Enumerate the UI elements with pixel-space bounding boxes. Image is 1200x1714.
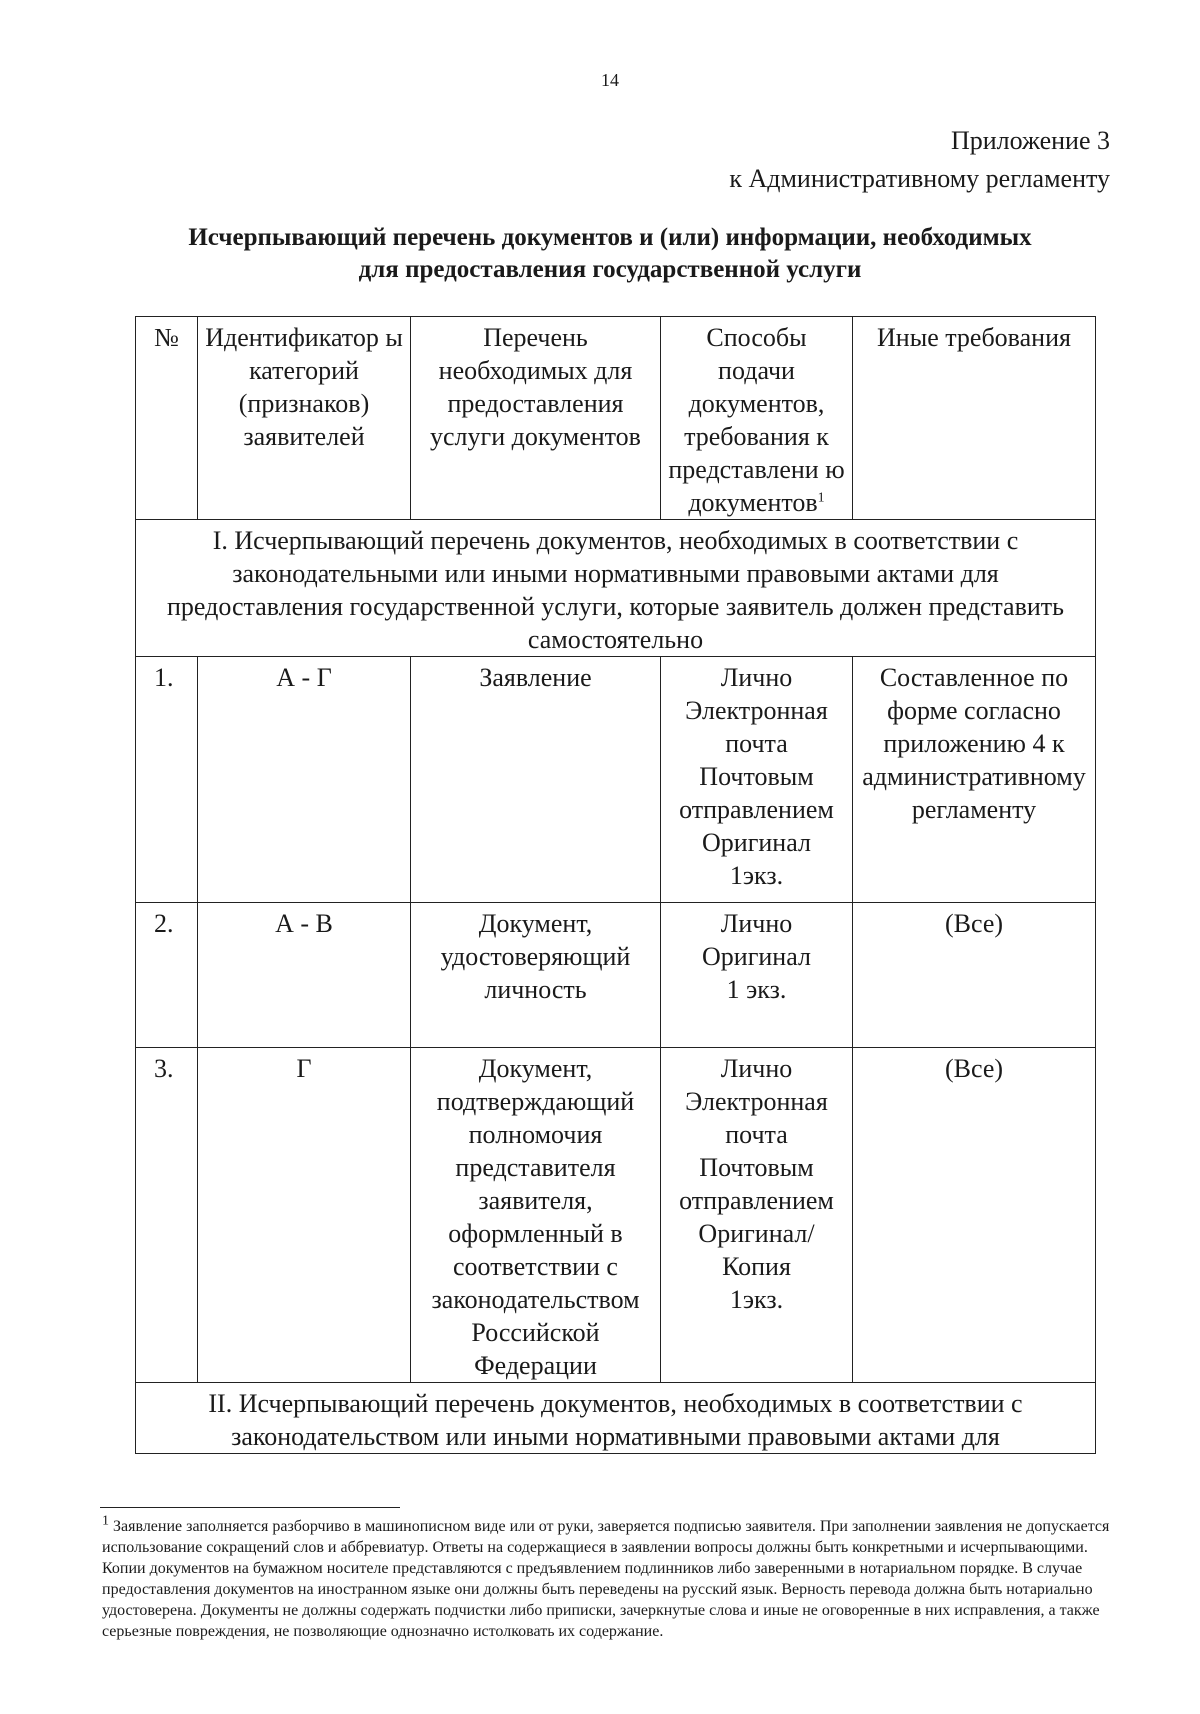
row-1-num: 1. — [136, 657, 198, 903]
section-row-1 — [136, 520, 1096, 657]
method-item: Лично — [720, 663, 793, 692]
header-methods-text: Способы подачи документов, требования к представлени ю документов — [668, 323, 845, 517]
row-3-identifiers: Г — [198, 1048, 411, 1383]
method-item: 1экз. — [729, 1285, 784, 1314]
row-2-document: Документ, удостоверяющий личность — [411, 903, 661, 1048]
document-title-line-1: Исчерпывающий перечень документов и (или) информации, необходимых — [188, 224, 1032, 251]
document-title-line-2: для предоставления государственной услуги — [358, 256, 862, 283]
row-1-identifiers: А - Г — [198, 657, 411, 903]
row-1-other: Составленное по форме согласно приложению 4 к административному регламенту — [853, 657, 1096, 903]
method-item: Почтовым отправлением — [679, 762, 834, 824]
appendix-heading — [729, 122, 1110, 198]
footnote-marker: 1 — [102, 1513, 109, 1529]
method-item: Лично — [720, 1054, 793, 1083]
footnote-ref: 1 — [817, 490, 825, 506]
row-1-methods — [661, 657, 853, 903]
method-item: Почтовым отправлением — [679, 1153, 834, 1215]
header-num: № — [136, 317, 198, 520]
section-2-title: II. Исчерпывающий перечень документов, необходимых в соответствии с законодательством или иными нормативными правовыми актами для — [136, 1383, 1096, 1454]
header-identifiers: Идентификатор ы категорий (признаков) заявителей — [198, 317, 411, 520]
row-2-methods — [661, 903, 853, 1048]
footnote-1-text: Заявление заполняется разборчиво в машинописном виде или от руки, заверяется подписью заявителя. При заполнении заявления не допускается использование сокращений слов и аббревиатур. Ответы на содержащиеся в заявлении вопросы должны быть конкретными и исчерпывающими. — [102, 1518, 1110, 1556]
method-item: Оригинал/Копия — [698, 1219, 815, 1281]
section-row-2 — [136, 1383, 1096, 1454]
row-3-methods — [661, 1048, 853, 1383]
section-1-title: I. Исчерпывающий перечень документов, необходимых в соответствии с законодательными или иными нормативными правовыми актами для предоставления государственной услуги, которые заявитель должен представить самостоятельно — [136, 520, 1096, 657]
document-title — [100, 222, 1120, 286]
header-documents: Перечень необходимых для предоставления услуги документов — [411, 317, 661, 520]
method-item: Лично — [720, 909, 793, 938]
header-other: Иные требования — [853, 317, 1096, 520]
method-item: Оригинал — [702, 828, 811, 857]
footnotes — [102, 1513, 1122, 1642]
row-2-identifiers: А - В — [198, 903, 411, 1048]
table-header-row — [136, 317, 1096, 520]
header-methods — [661, 317, 853, 520]
appendix-line-2: к Административному регламенту — [729, 164, 1110, 193]
row-1-document: Заявление — [411, 657, 661, 903]
method-item: Электронная почта — [685, 1087, 828, 1149]
row-3-other: (Все) — [853, 1048, 1096, 1383]
method-item: Оригинал — [702, 942, 811, 971]
row-2-num: 2. — [136, 903, 198, 1048]
method-item: Электронная почта — [685, 696, 828, 758]
footnote-1 — [102, 1513, 1122, 1558]
row-3-document: Документ, подтверждающий полномочия представителя заявителя, оформленный в соответствии с законодательством Российской Федерации — [411, 1048, 661, 1383]
row-2-other: (Все) — [853, 903, 1096, 1048]
documents-table — [135, 316, 1096, 1454]
page-number: 14 — [601, 70, 619, 90]
method-item: 1экз. — [729, 861, 784, 890]
row-3-num: 3. — [136, 1048, 198, 1383]
table-row — [136, 657, 1096, 903]
method-item: 1 экз. — [726, 975, 787, 1004]
table-row — [136, 1048, 1096, 1383]
footnote-divider — [100, 1507, 400, 1508]
appendix-line-1: Приложение 3 — [950, 126, 1110, 155]
table-row — [136, 903, 1096, 1048]
footnote-2: Копии документов на бумажном носителе представляются с предъявлением подлинников либо заверенными в нотариальном порядке. В случае предоставления документов на иностранном языке они должны быть переведены на русский язык. Верность перевода должна быть нотариально удостоверена. Документы не должны содержать подчистки либо приписки, зачеркнутые слова и иные не оговоренные в них исправления, а также серьезные повреждения, не позволяющие однозначно истолковать их содержание. — [102, 1560, 1100, 1640]
